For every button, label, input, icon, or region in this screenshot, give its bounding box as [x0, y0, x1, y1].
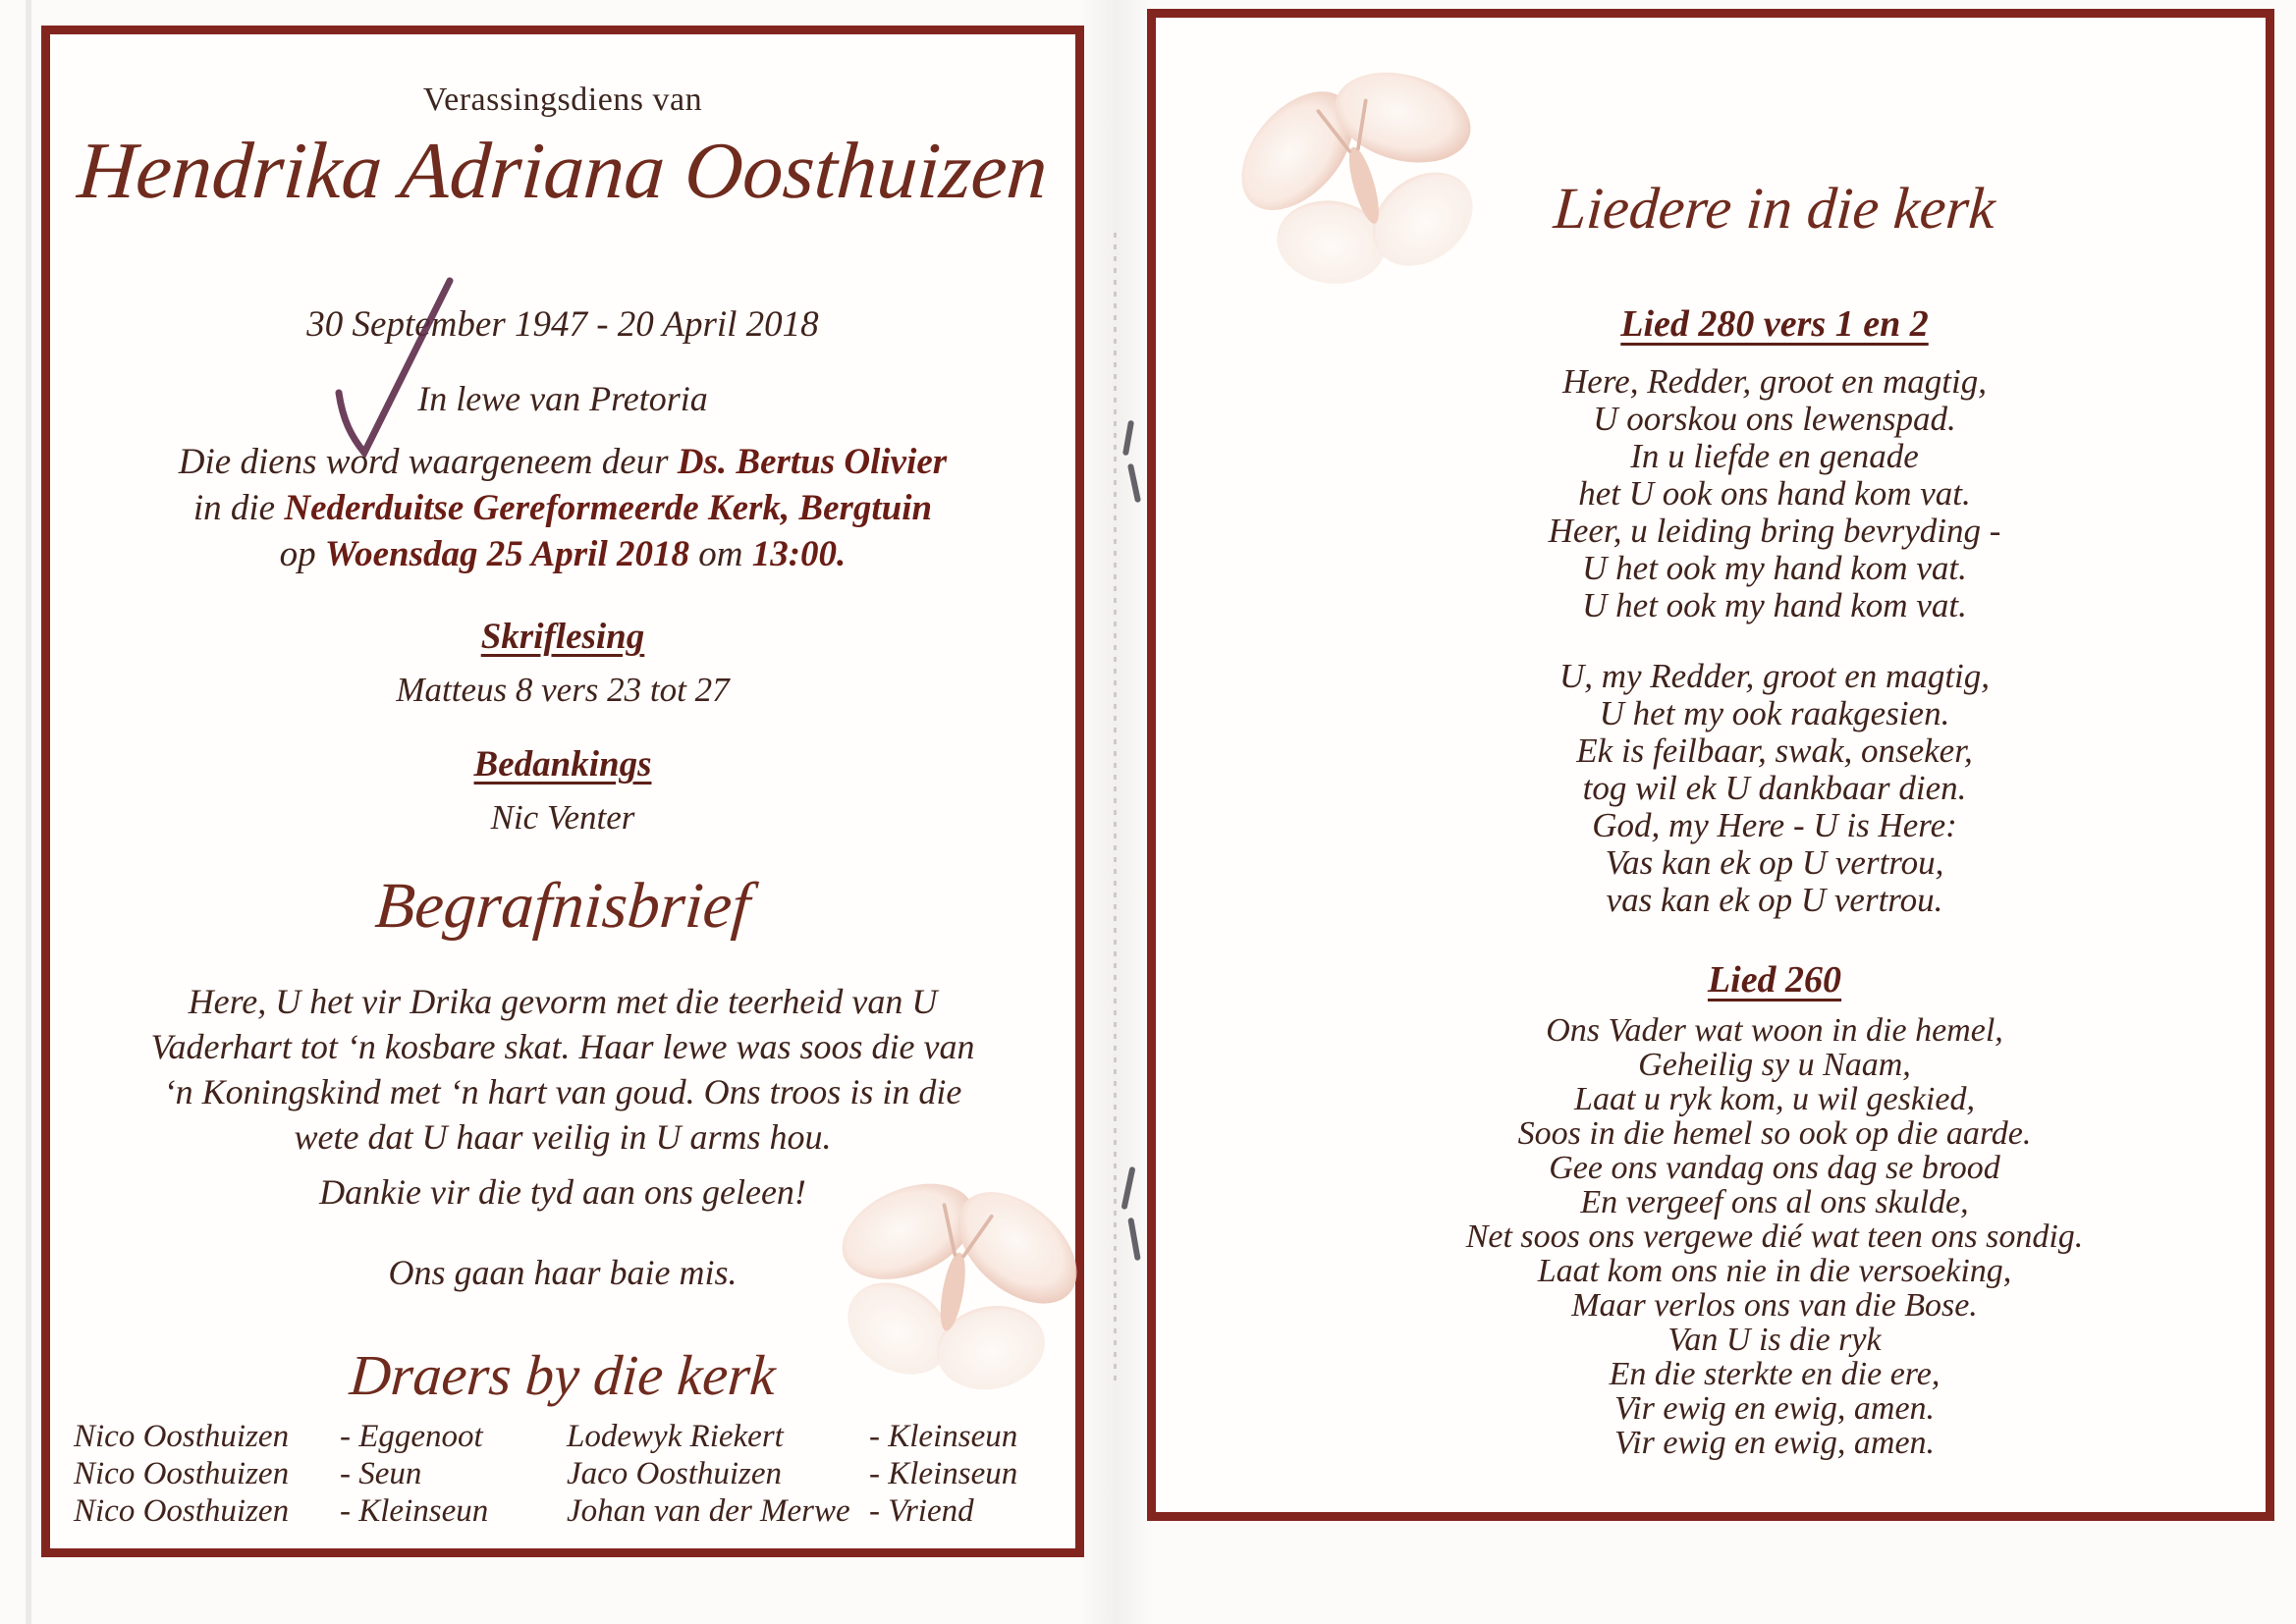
pallbearer-row: [70, 1456, 1056, 1493]
thanks-heading: Bedankings: [473, 744, 652, 785]
service-text: in die: [192, 488, 285, 528]
hymn-line: Van U is die ryk: [1667, 1322, 1882, 1358]
hymn-line: Vas kan ek op U vertrou,: [1605, 843, 1944, 882]
hymn-line: U, my Redder, groot en magtig,: [1558, 657, 1991, 695]
service-type-label: Verassingsdiens van: [422, 81, 703, 118]
paragraph-line: Here, U het vir Drika gevorm met die teerheid van U: [188, 982, 938, 1021]
pallbearer-row: [70, 1493, 1056, 1531]
hymn-260-heading: Lied 260: [1707, 959, 1842, 1001]
paragraph-line: ‘n Koningskind met ‘n hart van goud. Ons troos is in die: [163, 1072, 962, 1111]
church-name: Nederduitse Gereformeerde Kerk, Bergtuin: [284, 488, 933, 528]
hymn-line: het U ook ons hand kom vat.: [1578, 474, 1971, 513]
bearer-name: Nico Oosthuizen: [74, 1493, 290, 1529]
hymn-line: Gee ons vandag ons dag se brood: [1549, 1150, 2000, 1186]
service-line: [50, 439, 1075, 485]
hymn-280-heading: Lied 280 vers 1 en 2: [1620, 303, 1929, 345]
bearer-name: Johan van der Merwe: [567, 1493, 850, 1529]
service-text: om: [689, 534, 752, 574]
hymn-line: U het ook my hand kom vat.: [1582, 549, 1967, 587]
hymn-line: U het ook my hand kom vat.: [1582, 586, 1967, 624]
hymn-line: Heer, u leiding bring bevryding -: [1548, 512, 2001, 550]
hymn-line: In u liefde en genade: [1630, 437, 1919, 475]
scan-edge-shadow: [26, 0, 31, 1624]
hymn-line: En vergeef ons al ons skulde,: [1580, 1184, 1969, 1220]
funeral-letter-heading: Begrafnisbrief: [372, 870, 753, 942]
scripture-heading: Skriflesing: [480, 617, 645, 657]
bearer-relation: - Kleinseun: [340, 1493, 489, 1529]
hymn-280-verse-2: [1284, 658, 2266, 919]
hymn-line: U het my ook raakgesien.: [1599, 694, 1950, 732]
hymn-line: Laat kom ons nie in die versoeking,: [1537, 1253, 2012, 1289]
bearer-name: Nico Oosthuizen: [74, 1456, 290, 1491]
service-text: op: [279, 534, 325, 574]
hymn-260-verse: [1284, 1013, 2266, 1460]
hymn-line: Net soos ons vergewe dié wat teen ons sondig.: [1465, 1218, 2084, 1255]
bearer-relation: - Eggenoot: [340, 1419, 483, 1454]
hymn-line: Geheilig sy u Naam,: [1638, 1047, 1911, 1083]
bearer-relation: - Kleinseun: [869, 1456, 1018, 1491]
bearer-relation: - Vriend: [869, 1493, 974, 1529]
hymn-line: U oorskou ons lewenspad.: [1593, 400, 1956, 438]
bearer-relation: - Seun: [340, 1456, 422, 1491]
pallbearers-heading: Draers by die kerk: [348, 1343, 778, 1407]
hymn-line: Here, Redder, groot en magtig,: [1562, 362, 1987, 401]
hymn-line: tog wil ek U dankbaar dien.: [1582, 769, 1967, 807]
service-time: 13:00.: [751, 534, 847, 574]
scripture-reference: Matteus 8 vers 23 tot 27: [396, 671, 730, 709]
service-line: [50, 485, 1075, 531]
bearer-name: Nico Oosthuizen: [74, 1419, 290, 1454]
hymn-line: vas kan ek op U vertrou.: [1606, 881, 1943, 919]
hymn-line: God, my Here - U is Here:: [1592, 806, 1957, 844]
hymn-line: En die sterkte en die ere,: [1609, 1356, 1941, 1392]
paragraph-line: Vaderhart tot ‘n kosbare skat. Haar lewe was soos die van: [150, 1027, 975, 1066]
bearer-name: Jaco Oosthuizen: [567, 1456, 783, 1491]
service-details: [50, 439, 1075, 577]
minister-name: Ds. Bertus Olivier: [677, 442, 948, 482]
deceased-name: Hendrika Adriana Oosthuizen: [75, 126, 1051, 215]
hymn-line: Soos in die hemel so ook op die aarde.: [1517, 1115, 2032, 1152]
residence-line: In lewe van Pretoria: [417, 379, 708, 418]
hymn-280-verse-1: [1284, 363, 2266, 624]
funeral-letter-text: [50, 979, 1075, 1160]
service-text: Die diens word waargeneem deur: [178, 442, 678, 482]
pallbearers-list: [70, 1419, 1056, 1546]
fold-crease: [1114, 226, 1117, 1384]
service-date: Woensdag 25 April 2018: [324, 534, 689, 574]
pallbearer-row: [70, 1419, 1056, 1456]
miss-her-line: Ons gaan haar baie mis.: [388, 1253, 738, 1292]
hymns-heading: Liedere in die kerk: [1552, 176, 1997, 241]
hymn-line: Vir ewig en ewig, amen.: [1613, 1390, 1936, 1427]
hymn-line: Maar verlos ons van die Bose.: [1571, 1287, 1978, 1324]
page-left: [41, 26, 1084, 1557]
paragraph-line: wete dat U haar veilig in U arms hou.: [294, 1117, 832, 1157]
bearer-name: Lodewyk Riekert: [567, 1419, 784, 1454]
page-right: [1147, 9, 2274, 1521]
thank-you-line: Dankie vir die tyd aan ons geleen!: [319, 1172, 806, 1212]
bearer-relation: - Kleinseun: [869, 1419, 1018, 1454]
hymn-line: Ons Vader wat woon in die hemel,: [1546, 1012, 2003, 1049]
hymn-line: Vir ewig en ewig, amen.: [1613, 1425, 1936, 1461]
thanks-speaker: Nic Venter: [490, 798, 635, 837]
hymn-line: Laat u ryk kom, u wil geskied,: [1574, 1081, 1975, 1117]
life-dates: 30 September 1947 - 20 April 2018: [306, 304, 819, 345]
hymn-line: Ek is feilbaar, swak, onseker,: [1576, 731, 1973, 770]
service-line: [50, 531, 1075, 577]
